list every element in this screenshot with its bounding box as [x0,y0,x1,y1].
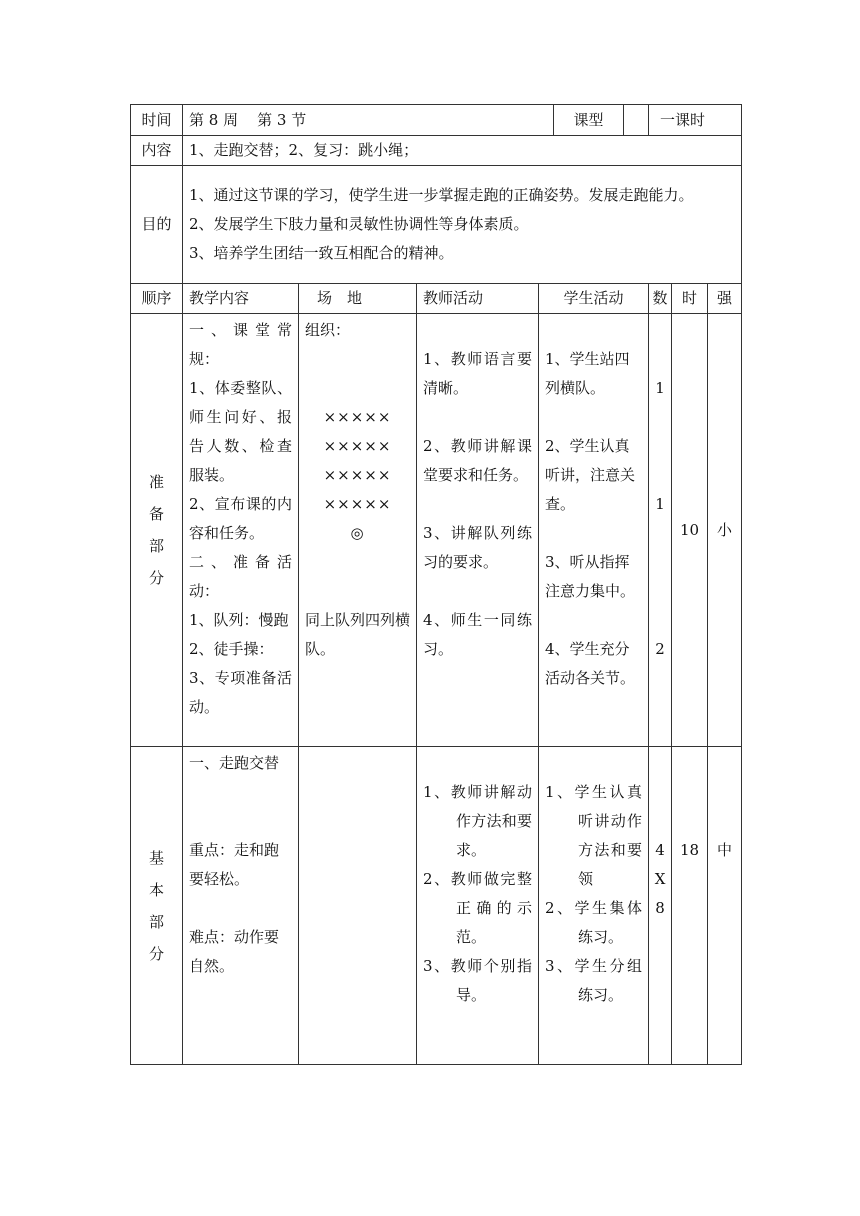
main-label: 基 本 部 分 [131,747,183,1065]
goal-label: 目的 [131,166,183,284]
content-label: 内容 [131,136,183,166]
student-item: 3、学生分组练习。 [545,957,643,1004]
goal-line: 2、发展学生下肢力量和灵敏性协调性等身体素质。 [189,215,529,233]
col-content: 教学内容 [183,284,299,314]
col-teacher: 教师活动 [417,284,539,314]
row-prep [131,314,742,747]
prep-time: 10 [672,314,708,747]
content-text: 1、走跑交替；2、复习：跳小绳； [183,136,742,166]
main-count: 4 X 8 [649,747,672,1065]
student-item: 1、学生认真听讲动作方法和要领 [545,783,643,888]
venue-note: 同上队列四列横队。 [305,611,411,658]
col-time: 时 [672,284,708,314]
col-venue: 场 地 [299,284,417,314]
main-intensity: 中 [708,747,742,1065]
goal-list [183,166,742,284]
teacher-item: 2、教师做完整正确的示范。 [423,870,532,946]
time-label: 时间 [131,105,183,136]
week-text: 第 8 周 第 3 节 [189,110,307,129]
row-content [131,136,742,166]
prep-student: 1、学生站四列横队。 2、学生认真听讲，注意关查。 3、听从指挥注意力集中。 4、学生充分活动各关节。 [539,314,649,747]
teacher-item: 1、教师讲解动作方法和要求。 [423,783,532,859]
row-goal [131,166,742,284]
column-header-row [131,284,742,314]
lesson-type-label: 课型 [553,104,623,135]
main-content [183,747,299,1065]
lesson-type-value: 一课时 [623,104,741,135]
col-student: 学生活动 [539,284,649,314]
col-count: 数 [649,284,672,314]
lesson-type-box [553,104,741,135]
prep-intensity: 小 [708,314,742,747]
student-item: 2、学生集体练习。 [545,899,643,946]
prep-label: 准 备 部 分 [131,314,183,747]
goal-line: 1、通过这节课的学习，使学生进一步掌握走跑的正确姿势。发展走跑能力。 [189,186,694,204]
main-student [539,747,649,1065]
main-teacher [417,747,539,1065]
teacher-item: 3、教师个别指导。 [423,957,532,1004]
main-time: 18 [672,747,708,1065]
prep-count: 1 1 2 [649,314,672,747]
main-content-title: 一、走跑交替 [189,754,280,772]
key-point: 重点：走和跑要轻松。 [189,841,280,888]
row-main [131,747,742,1065]
prep-venue [299,314,417,747]
lesson-plan-table [130,104,742,1065]
venue-org-label: 组织： [305,321,351,339]
main-venue [299,747,417,1065]
col-intensity: 强 [708,284,742,314]
col-order: 顺序 [131,284,183,314]
prep-content: 一、课堂常规： 1、体委整队、师生问好、报告人数、检查服装。 2、宣布课的内容和任务。 二、准备活动： 1、队列：慢跑 2、徒手操： 3、专项准备活动。 [183,314,299,747]
formation-diagram: ××××× ××××× ××××× ××××× ◎ [323,408,392,542]
difficulty: 难点：动作要自然。 [189,928,280,975]
prep-teacher: 1、教师语言要清晰。 2、教师讲解课堂要求和任务。 3、讲解队列练习的要求。 4、师生一同练习。 [417,314,539,747]
goal-line: 3、培养学生团结一致互相配合的精神。 [189,244,454,262]
